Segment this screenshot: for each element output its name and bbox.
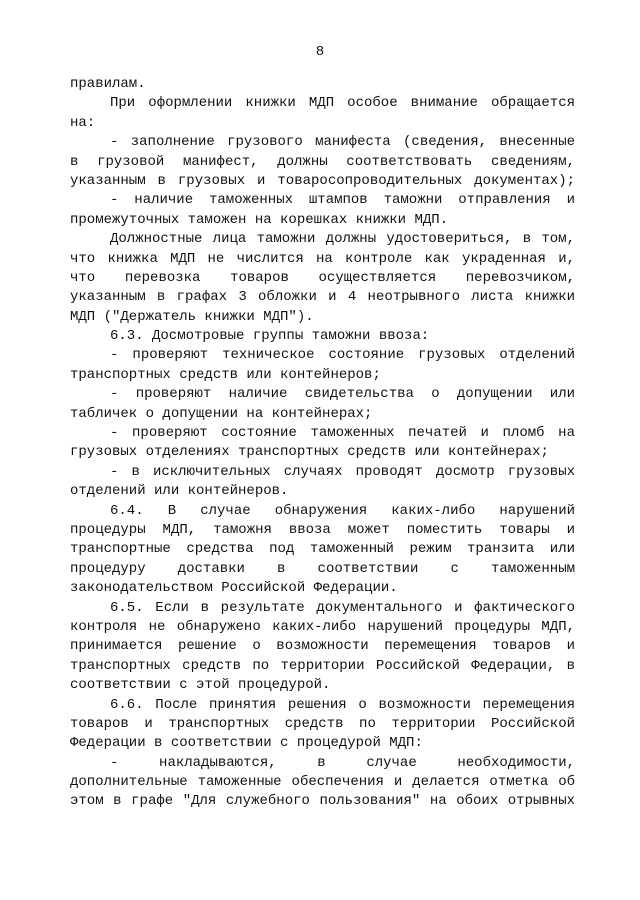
text-line: транспортных средств по территории Российской Федерации, в: [70, 657, 575, 674]
text-line: на:: [70, 114, 96, 131]
text-line: Федерации в соответствии с процедурой МДП:: [70, 735, 423, 752]
text-line: этом в графе "Для служебного пользования" на обоих отрывных: [70, 793, 575, 810]
text-line: в грузовой манифест, должны соответствовать сведениям,: [70, 153, 575, 170]
text-line: транспортные средства под таможенный режим транзита или: [70, 541, 575, 558]
text-line: транспортных средств или контейнеров;: [70, 366, 381, 383]
text-line: - проверяют состояние таможенных печатей и пломб на: [110, 425, 575, 442]
text-line: отделений или контейнеров.: [70, 483, 289, 500]
text-line: 6.4. В случае обнаружения каких-либо нарушений: [110, 502, 575, 519]
text-line: грузовых отделениях транспортных средств или контейнерах;: [70, 444, 549, 461]
text-line: - наличие таможенных штампов таможни отправления и: [110, 192, 575, 209]
text-line: При оформлении книжки МДП особое внимание обращается: [110, 95, 575, 112]
text-line: дополнительные таможенные обеспечения и делается отметка об: [70, 774, 575, 791]
text-line: указанным в грузовых и товаросопроводительных документах);: [70, 172, 575, 189]
text-line: правилам.: [70, 76, 146, 92]
text-line: 6.6. После принятия решения о возможности перемещения: [110, 696, 575, 713]
text-line: 6.3. Досмотровые группы таможни ввоза:: [110, 328, 430, 345]
text-line: принимается решение о возможности перемещения товаров и: [70, 638, 575, 655]
text-line: - накладываются, в случае необходимости,: [110, 754, 575, 771]
document-body: [70, 75, 575, 812]
text-line: табличек о допущении на контейнерах;: [70, 405, 373, 422]
text-line: промежуточных таможен на корешках книжки МДП.: [70, 211, 449, 228]
page-number: 8: [315, 44, 325, 60]
text-line: МДП ("Держатель книжки МДП").: [70, 308, 314, 325]
text-line: - проверяют наличие свидетельства о допущении или: [110, 386, 575, 403]
text-line: товаров и транспортных средств по территории Российской: [70, 715, 575, 732]
text-line: 6.5. Если в результате документального и фактического: [110, 599, 575, 616]
text-line: Должностные лица таможни должны удостовериться, в том,: [110, 231, 575, 248]
text-line: процедуры МДП, таможня ввоза может поместить товары и: [70, 521, 575, 538]
text-line: указанным в графах 3 обложки и 4 неотрывного листа книжки: [70, 289, 575, 306]
text-line: процедуру доставки в соответствии с таможенным: [70, 560, 575, 577]
text-line: законодательством Российской Федерации.: [70, 580, 398, 597]
text-line: - заполнение грузового манифеста (сведения, внесенные: [110, 134, 575, 151]
text-line: что книжка МДП не числится на контроле как украденная и,: [70, 250, 575, 267]
text-line: контроля не обнаружено каких-либо нарушений процедуры МДП,: [70, 618, 575, 635]
text-line: - в исключительных случаях проводят досмотр грузовых: [110, 463, 575, 480]
text-line: что перевозка товаров осуществляется перевозчиком,: [70, 269, 575, 286]
text-line: - проверяют техническое состояние грузовых отделений: [110, 347, 575, 364]
text-line: соответствии с этой процедурой.: [70, 677, 331, 694]
